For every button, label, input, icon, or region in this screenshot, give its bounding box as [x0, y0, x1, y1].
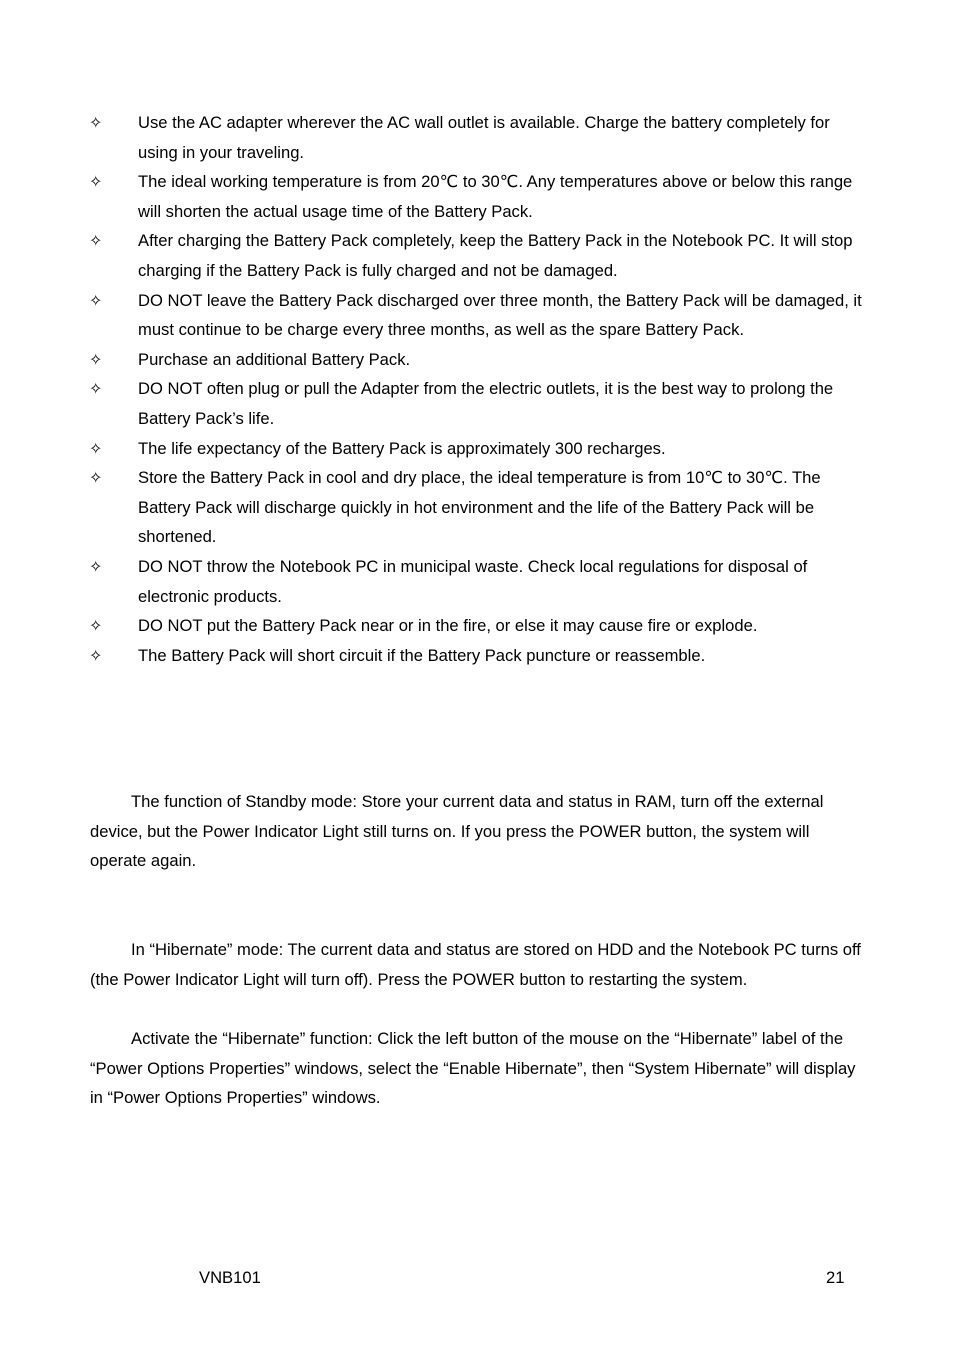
list-item: [89, 552, 869, 611]
list-item-text: Store the Battery Pack in cool and dry place, the ideal temperature is from 10℃ to 30℃. The Battery Pack will discharge quickly in hot environment and the life of the Battery Pack will be shortened.: [138, 468, 821, 547]
standby-paragraph-text: The function of Standby mode: Store your current data and status in RAM, turn off the external device, but the Power Indicator Light still turns on. If you press the POWER button, the system will operate again.: [90, 792, 824, 871]
list-item: [89, 463, 869, 552]
list-item-text: After charging the Battery Pack completely, keep the Battery Pack in the Notebook PC. It will stop charging if the Battery Pack is fully charged and not be damaged.: [138, 231, 853, 280]
diamond-star-bullet-icon: ✧: [89, 172, 103, 192]
activate-hibernate-paragraph-text: Activate the “Hibernate” function: Click the left button of the mouse on the “Hibernate” label of the “Power Options Properties” windows, select the “Enable Hibernate”, then “System Hibernate” will display in “Power Options Properties” windows.: [90, 1029, 856, 1108]
list-item: [89, 226, 869, 285]
list-item: [89, 611, 869, 641]
list-item: [89, 641, 869, 671]
list-item: [89, 286, 869, 345]
list-item: [89, 345, 869, 375]
diamond-star-bullet-icon: ✧: [89, 349, 103, 369]
list-item-text: The life expectancy of the Battery Pack is approximately 300 recharges.: [138, 438, 666, 458]
list-item-text: Use the AC adapter wherever the AC wall outlet is available. Charge the battery completely for using in your traveling.: [138, 113, 830, 162]
hibernate-paragraph: [90, 935, 862, 994]
list-item-text: DO NOT leave the Battery Pack discharged over three month, the Battery Pack will be damaged, it must continue to be charge every three months, as well as the spare Battery Pack.: [138, 290, 862, 340]
diamond-star-bullet-icon: ✧: [89, 645, 103, 665]
hibernate-paragraph-text: In “Hibernate” mode: The current data and status are stored on HDD and the Notebook PC turns off (the Power Indicator Light will turn off). Press the POWER button to restarting the system.: [90, 940, 861, 989]
standby-paragraph: [90, 787, 862, 876]
list-item: [89, 434, 869, 464]
diamond-star-bullet-icon: ✧: [89, 438, 103, 458]
diamond-star-bullet-icon: ✧: [89, 231, 103, 251]
list-item: [89, 167, 869, 226]
footer-model-name: VNB101: [199, 1268, 261, 1287]
battery-tips-list: [89, 108, 869, 670]
diamond-star-bullet-icon: ✧: [89, 468, 103, 488]
activate-hibernate-paragraph: [90, 1024, 862, 1113]
diamond-star-bullet-icon: ✧: [89, 290, 103, 310]
list-item-text: DO NOT throw the Notebook PC in municipal waste. Check local regulations for disposal of electronic products.: [138, 556, 808, 606]
diamond-star-bullet-icon: ✧: [89, 379, 103, 399]
diamond-star-bullet-icon: ✧: [89, 616, 103, 636]
footer-page-number: 21: [826, 1268, 845, 1287]
diamond-star-bullet-icon: ✧: [89, 556, 103, 576]
list-item-text: The ideal working temperature is from 20℃ to 30℃. Any temperatures above or below this range will shorten the actual usage time of the Battery Pack.: [138, 172, 853, 221]
list-item: [89, 108, 869, 167]
list-item-text: DO NOT often plug or pull the Adapter from the electric outlets, it is the best way to prolong the Battery Pack’s life.: [138, 379, 834, 428]
list-item-text: DO NOT put the Battery Pack near or in the fire, or else it may cause fire or explode.: [138, 616, 758, 636]
diamond-star-bullet-icon: ✧: [89, 113, 103, 132]
list-item-text: The Battery Pack will short circuit if the Battery Pack puncture or reassemble.: [138, 645, 706, 665]
list-item: [89, 374, 869, 433]
list-item-text: Purchase an additional Battery Pack.: [138, 349, 411, 369]
